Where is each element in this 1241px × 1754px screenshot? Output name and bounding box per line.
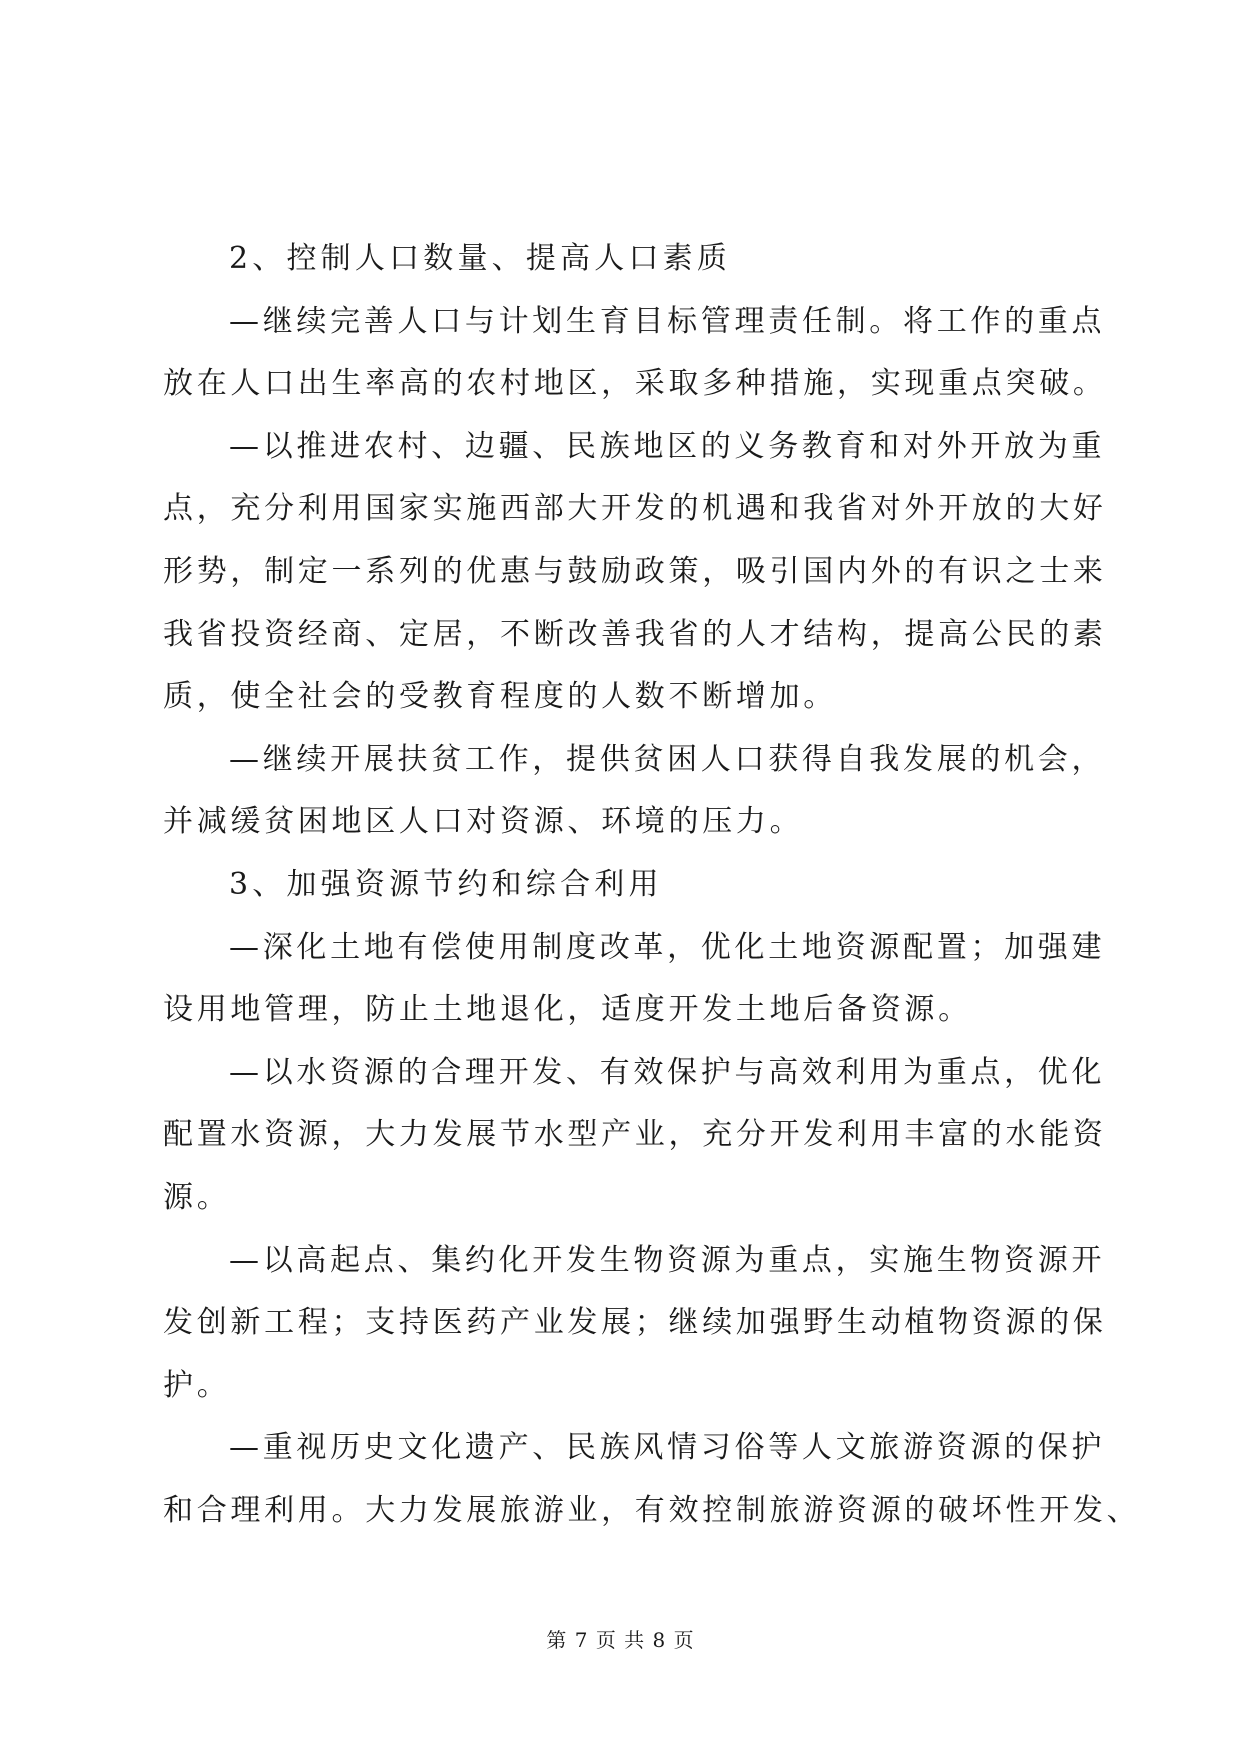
paragraph-line: 发创新工程；支持医药产业发展；继续加强野生动植物资源的保 <box>163 1305 1107 1341</box>
paragraph-line: —深化土地有偿使用制度改革，优化土地资源配置；加强建 <box>229 929 1106 965</box>
paragraph-line: 配置水资源，大力发展节水型产业，充分开发利用丰富的水能资 <box>163 1117 1107 1153</box>
paragraph-line: 放在人口出生率高的农村地区，采取多种措施，实现重点突破。 <box>163 366 1107 402</box>
paragraph-line: 并减缓贫困地区人口对资源、环境的压力。 <box>163 804 804 840</box>
paragraph-line: —重视历史文化遗产、民族风情习俗等人文旅游资源的保护 <box>229 1430 1106 1466</box>
paragraph-line: —以高起点、集约化开发生物资源为重点，实施生物资源开 <box>229 1242 1106 1278</box>
paragraph-line: 我省投资经商、定居，不断改善我省的人才结构，提高公民的素 <box>163 616 1107 652</box>
paragraph-line: —以推进农村、边疆、民族地区的义务教育和对外开放为重 <box>229 428 1106 464</box>
paragraph-line: 护。 <box>163 1367 231 1403</box>
page-number-footer: 第 7 页 共 8 页 <box>546 1628 695 1652</box>
document-body <box>163 228 1141 1542</box>
paragraph-line: 形势，制定一系列的优惠与鼓励政策，吸引国内外的有识之士来 <box>163 553 1107 589</box>
paragraph-line: —继续开展扶贫工作，提供贫困人口获得自我发展的机会， <box>229 741 1106 777</box>
paragraph-line: 质，使全社会的受教育程度的人数不断增加。 <box>163 679 837 715</box>
paragraph-line: 设用地管理，防止土地退化，适度开发土地后备资源。 <box>163 992 972 1028</box>
paragraph-line: —以水资源的合理开发、有效保护与高效利用为重点，优化 <box>229 1054 1106 1090</box>
paragraph-line: 和合理利用。大力发展旅游业，有效控制旅游资源的破坏性开发、 <box>163 1492 1141 1528</box>
paragraph-line: 源。 <box>163 1179 231 1215</box>
paragraph-line: 点，充分利用国家实施西部大开发的机遇和我省对外开放的大好 <box>163 491 1107 527</box>
paragraph-line: —继续完善人口与计划生育目标管理责任制。将工作的重点 <box>229 303 1106 339</box>
section-heading: 3、加强资源节约和综合利用 <box>229 866 663 902</box>
section-heading: 2、控制人口数量、提高人口素质 <box>229 241 732 276</box>
